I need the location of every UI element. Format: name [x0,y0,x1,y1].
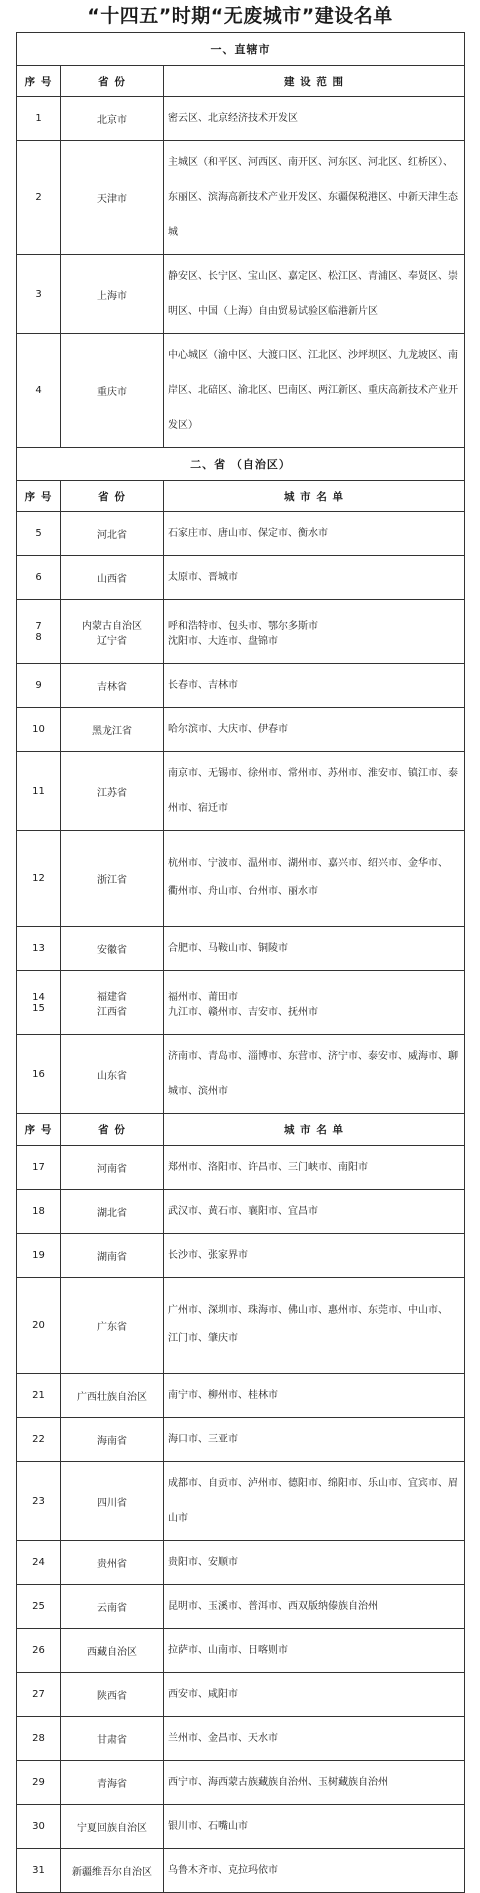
province-cell: 广东省 [61,1278,164,1374]
page-title: “十四五”时期“无废城市”建设名单 [87,5,393,27]
cities-cell: 石家庄市、唐山市、保定市、衡水市 [164,512,465,556]
section-heading: 二、省 （自治区） [17,448,465,481]
row-number: 31 [17,1849,61,1893]
column-header-no: 序 号 [17,481,61,512]
cities-cell-continued: 衢州市、舟山市、台州市、丽水市 [168,885,318,897]
row-number: 21 [17,1374,61,1418]
cities-cell: 兰州市、金昌市、天水市 [164,1717,465,1761]
row-number: 23 [17,1462,61,1541]
header-row [17,1114,465,1146]
row-number: 30 [17,1805,61,1849]
row-number: 5 [17,512,61,556]
cities-cell: 广州市、深圳市、珠海市、佛山市、惠州市、东莞市、中山市、 [168,1304,448,1316]
table-row [17,255,465,334]
scope-cell: 静安区、长宁区、宝山区、嘉定区、松江区、青浦区、奉贤区、崇明区、中国（上海）自由贸易试验区临港新片区 [164,255,465,334]
table-row [17,1849,465,1893]
column-header-scope: 建 设 范 围 [164,66,465,97]
province-cell: 贵州省 [61,1541,164,1585]
column-header-province: 省 份 [61,481,164,512]
cities-cell: 海口市、三亚市 [164,1418,465,1462]
province-cell: 湖北省 [61,1190,164,1234]
row-number: 8 [35,631,42,643]
section-heading-row [17,448,465,481]
table-row [17,1035,465,1114]
row-number: 2 [17,141,61,255]
table-row [17,708,465,752]
province-cell: 辽宁省 [97,635,127,647]
province-cell: 江西省 [97,1006,127,1018]
scope-cell: 密云区、北京经济技术开发区 [164,97,465,141]
table-row-merged [17,971,465,1035]
province-cell: 新疆维吾尔自治区 [61,1849,164,1893]
table-row [17,1234,465,1278]
row-number: 11 [17,752,61,831]
province-cell: 浙江省 [61,831,164,927]
column-header-no: 序 号 [17,1114,61,1146]
province-cell: 云南省 [61,1585,164,1629]
table-row [17,1374,465,1418]
cities-cell: 成都市、自贡市、泸州市、德阳市、绵阳市、乐山市、宜宾市、眉山市 [164,1462,465,1541]
table-row-merged [17,600,465,664]
table-row [17,1585,465,1629]
cities-cell: 武汉市、黄石市、襄阳市、宜昌市 [164,1190,465,1234]
table-row [17,1629,465,1673]
province-cell: 甘肃省 [61,1717,164,1761]
table-row [17,831,465,927]
row-number: 24 [17,1541,61,1585]
cities-cell: 西安市、咸阳市 [164,1673,465,1717]
cities-cell: 沈阳市、大连市、盘锦市 [168,635,278,647]
table-row [17,1805,465,1849]
cities-cell-continued: 江门市、肇庆市 [168,1332,238,1344]
row-number: 3 [17,255,61,334]
row-number: 29 [17,1761,61,1805]
row-number: 18 [17,1190,61,1234]
cities-cell: 贵阳市、安顺市 [164,1541,465,1585]
cities-cell: 南宁市、柳州市、桂林市 [164,1374,465,1418]
table-row [17,1717,465,1761]
province-cell: 天津市 [61,141,164,255]
scope-cell: 主城区（和平区、河西区、南开区、河东区、河北区、红桥区）、东丽区、滨海高新技术产业开发区、东疆保税港区、中新天津生态城 [164,141,465,255]
table-row [17,1761,465,1805]
city-list-table [16,32,465,1893]
row-number: 12 [17,831,61,927]
cities-cell: 西宁市、海西蒙古族藏族自治州、玉树藏族自治州 [164,1761,465,1805]
row-number: 7 [35,620,42,632]
province-cell: 上海市 [61,255,164,334]
row-number: 17 [17,1146,61,1190]
row-number: 14 [32,991,45,1003]
cities-cell: 银川市、石嘴山市 [164,1805,465,1849]
cities-cell: 呼和浩特市、包头市、鄂尔多斯市 [168,620,318,632]
province-cell: 四川省 [61,1462,164,1541]
row-number: 9 [17,664,61,708]
province-cell: 北京市 [61,97,164,141]
cities-cell: 福州市、莆田市 [168,991,238,1003]
province-cell: 广西壮族自治区 [61,1374,164,1418]
table-row [17,334,465,448]
cities-cell: 长沙市、张家界市 [164,1234,465,1278]
row-number: 28 [17,1717,61,1761]
table-row [17,141,465,255]
column-header-cities: 城 市 名 单 [164,1114,465,1146]
cities-cell: 济南市、青岛市、淄博市、东营市、济宁市、泰安市、威海市、聊城市、滨州市 [164,1035,465,1114]
cities-cell: 乌鲁木齐市、克拉玛依市 [164,1849,465,1893]
table-row [17,512,465,556]
section-heading: 一、直辖市 [17,33,465,66]
cities-cell: 长春市、吉林市 [164,664,465,708]
cities-cell: 太原市、晋城市 [164,556,465,600]
row-number: 4 [17,334,61,448]
scope-cell: 中心城区（渝中区、大渡口区、江北区、沙坪坝区、九龙坡区、南岸区、北碚区、渝北区、巴南区、两江新区、重庆高新技术产业开发区） [164,334,465,448]
table-row [17,1462,465,1541]
row-number: 15 [32,1002,45,1014]
cities-cell: 昆明市、玉溪市、普洱市、西双版纳傣族自治州 [164,1585,465,1629]
row-number: 20 [17,1278,61,1374]
cities-cell: 九江市、赣州市、吉安市、抚州市 [168,1006,318,1018]
column-header-no: 序 号 [17,66,61,97]
cities-cell: 合肥市、马鞍山市、铜陵市 [164,927,465,971]
table-row [17,1673,465,1717]
province-cell: 安徽省 [61,927,164,971]
column-header-province: 省 份 [61,66,164,97]
cities-cell: 拉萨市、山南市、日喀则市 [164,1629,465,1673]
table-row [17,1418,465,1462]
row-number: 27 [17,1673,61,1717]
province-cell: 重庆市 [61,334,164,448]
province-cell: 青海省 [61,1761,164,1805]
row-number: 10 [17,708,61,752]
header-row [17,481,465,512]
cities-cell: 南京市、无锡市、徐州市、常州市、苏州市、淮安市、镇江市、泰州市、宿迁市 [164,752,465,831]
province-cell: 河北省 [61,512,164,556]
province-cell: 山东省 [61,1035,164,1114]
province-cell: 西藏自治区 [61,1629,164,1673]
row-number: 22 [17,1418,61,1462]
column-header-cities: 城 市 名 单 [164,481,465,512]
province-cell: 江苏省 [61,752,164,831]
row-number: 25 [17,1585,61,1629]
table-row [17,1541,465,1585]
row-number: 1 [17,97,61,141]
row-number: 16 [17,1035,61,1114]
row-number: 19 [17,1234,61,1278]
province-cell: 陕西省 [61,1673,164,1717]
row-number: 6 [17,556,61,600]
row-number: 13 [17,927,61,971]
province-cell: 宁夏回族自治区 [61,1805,164,1849]
table-row [17,664,465,708]
province-cell: 黑龙江省 [61,708,164,752]
province-cell: 福建省 [97,991,127,1003]
table-row [17,752,465,831]
cities-cell: 郑州市、洛阳市、许昌市、三门峡市、南阳市 [164,1146,465,1190]
header-row [17,66,465,97]
cities-cell: 哈尔滨市、大庆市、伊春市 [164,708,465,752]
province-cell: 内蒙古自治区 [82,620,142,632]
province-cell: 山西省 [61,556,164,600]
table-row [17,556,465,600]
table-row [17,97,465,141]
row-number: 26 [17,1629,61,1673]
table-row [17,1146,465,1190]
table-row [17,927,465,971]
section-heading-row [17,33,465,66]
table-row [17,1190,465,1234]
cities-cell: 杭州市、宁波市、温州市、湖州市、嘉兴市、绍兴市、金华市、 [168,857,448,869]
province-cell: 吉林省 [61,664,164,708]
province-cell: 河南省 [61,1146,164,1190]
table-row [17,1278,465,1374]
column-header-province: 省 份 [61,1114,164,1146]
province-cell: 湖南省 [61,1234,164,1278]
province-cell: 海南省 [61,1418,164,1462]
